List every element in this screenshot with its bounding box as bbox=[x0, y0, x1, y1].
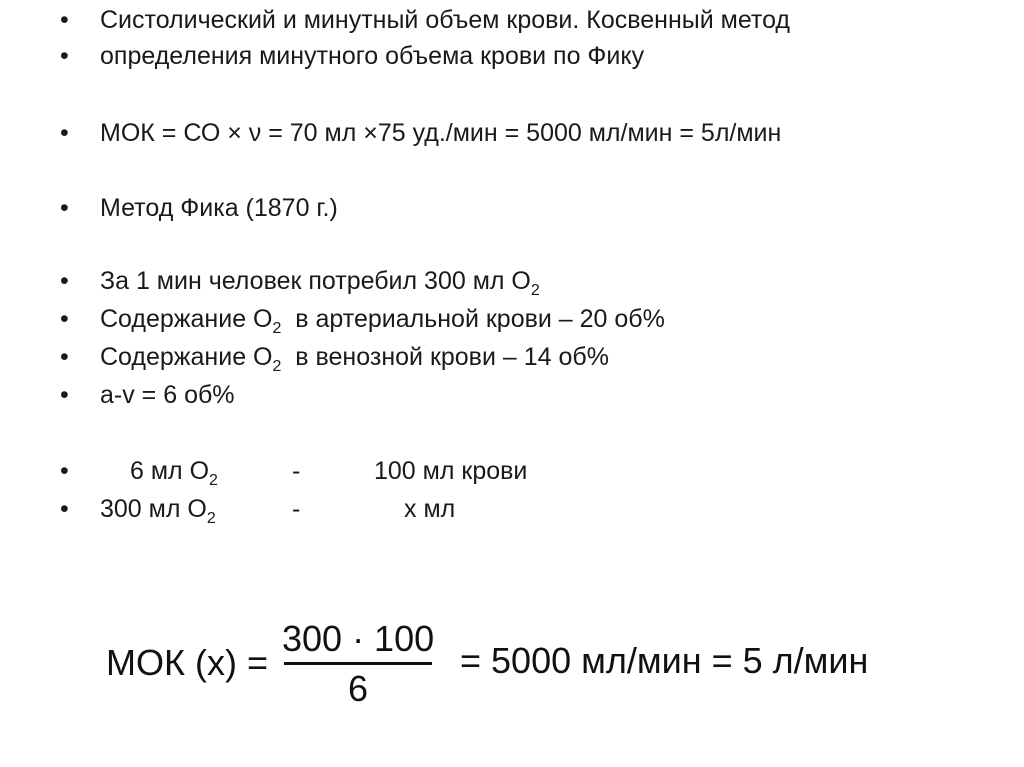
bullet: • bbox=[60, 267, 69, 295]
line-venous-o2 bbox=[60, 342, 609, 375]
line-av-difference bbox=[60, 380, 235, 410]
bullet: • bbox=[60, 42, 69, 70]
proportion-right: x мл bbox=[404, 495, 456, 523]
bullet: • bbox=[60, 119, 69, 147]
line-definition-2 bbox=[60, 41, 644, 71]
line-text: МОК = СО × ν = 70 мл ×75 уд./мин = 5000 мл/мин = 5л/мин bbox=[100, 119, 782, 147]
line-proportion-1 bbox=[60, 456, 528, 489]
proportion-left: 6 мл $О_2$ bbox=[130, 457, 218, 489]
fraction-bar bbox=[284, 662, 432, 665]
line-text: определения минутного объема крови по Фику bbox=[100, 42, 645, 70]
bullet: • bbox=[60, 194, 69, 222]
line-text: Метод Фика (1870 г.) bbox=[100, 194, 338, 222]
proportion-dash: - bbox=[292, 457, 301, 485]
formula-rhs: = 5000 мл/мин = 5 л/мин bbox=[460, 640, 869, 681]
proportion-left: 300 мл $О_2$ bbox=[100, 495, 216, 527]
bullet: • bbox=[60, 495, 69, 523]
line-o2-consumption bbox=[60, 266, 540, 299]
subscript-2: 2 bbox=[530, 282, 540, 299]
line-text: a-v = 6 об% bbox=[100, 381, 235, 409]
formula-denominator: 6 bbox=[347, 668, 369, 709]
line-text: Содержание $О_2$ в артериальной крови – 20 об% bbox=[100, 305, 665, 337]
bullet: • bbox=[60, 6, 69, 34]
subscript-2: 2 bbox=[272, 358, 282, 375]
bullet: • bbox=[60, 305, 69, 333]
proportion-dash: - bbox=[292, 495, 301, 523]
line-text: Содержание $О_2$ в венозной крови – 14 об% bbox=[100, 343, 609, 375]
formula-lhs: МОК (x) = bbox=[106, 642, 268, 683]
line-mok-equation bbox=[60, 118, 781, 148]
bullet: • bbox=[60, 381, 69, 409]
bullet: • bbox=[60, 343, 69, 371]
line-proportion-2 bbox=[60, 494, 456, 527]
formula-numerator: 300 · 100 bbox=[282, 618, 435, 659]
subscript-2: 2 bbox=[206, 510, 216, 527]
subscript-2: 2 bbox=[209, 472, 218, 489]
bullet: • bbox=[60, 457, 69, 485]
proportion-right: 100 мл крови bbox=[374, 457, 528, 485]
line-definition-1 bbox=[60, 5, 790, 35]
line-fick-method bbox=[60, 193, 338, 223]
line-text: За 1 мин человек потребил 300 мл $О_2$ bbox=[100, 267, 540, 299]
line-arterial-o2 bbox=[60, 304, 665, 337]
line-text: Систолический и минутный объем крови. Косвенный метод bbox=[100, 6, 791, 34]
subscript-2: 2 bbox=[272, 320, 282, 337]
